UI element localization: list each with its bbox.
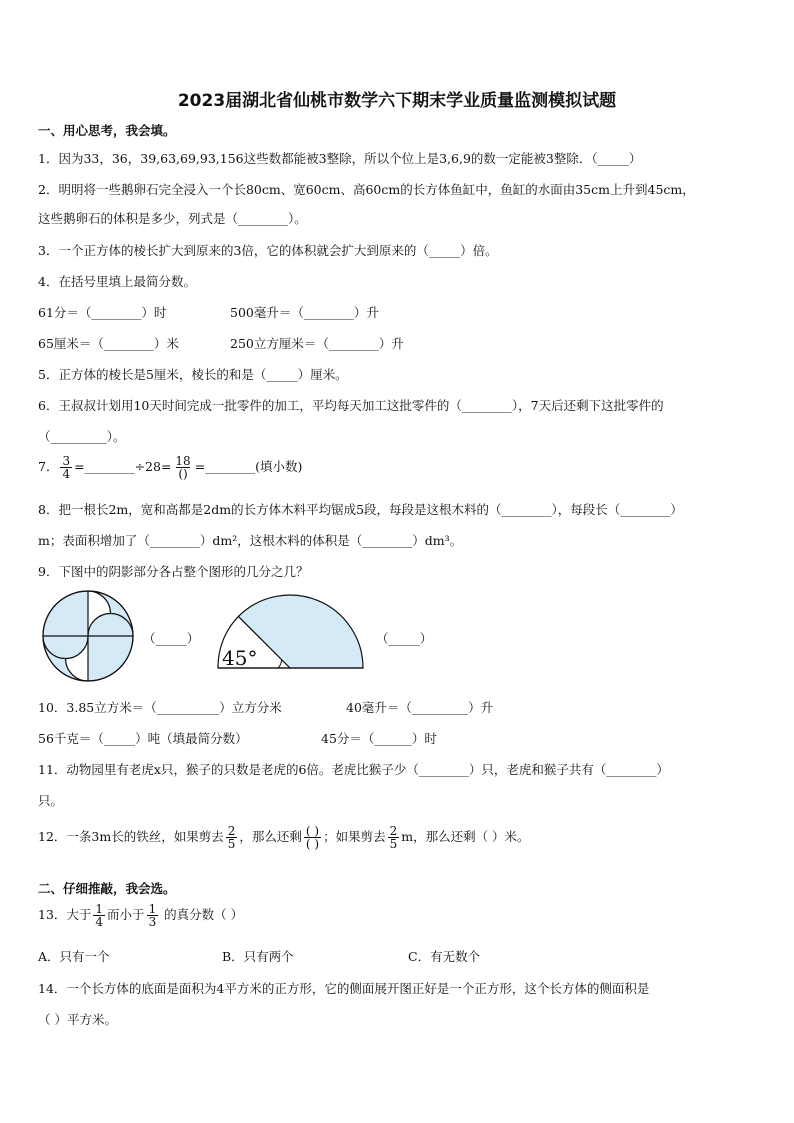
question-7-middle: =________÷28= [74,459,172,474]
question-6-line-1: 6．王叔叔计划用10天时间完成一批零件的加工，平均每天加工这批零件的（________），7天后还剩下这批零件的 [38,398,664,413]
fraction-denominator: 4 [95,915,104,929]
question-7-fraction-1 [60,455,72,480]
question-12-part-1: 12．一条3m长的铁丝，如果剪去 [38,829,224,844]
fraction-numerator: 18 [175,454,191,468]
question-13-option-c: C．有无数个 [408,949,481,964]
fraction-denominator: 5 [389,837,398,851]
question-10-item-3: 56千克＝（_____）吨（填最简分数） [38,731,248,746]
question-6-line-2: （_________）。 [38,429,126,444]
angle-label: 45° [222,646,258,670]
shaded-semicircle-figure [212,588,370,674]
question-8-line-1: 8．把一根长2m，宽和高都是2dm的长方体木料平均锯成5段，每段是这根木料的（________），每段长（________） [38,502,683,517]
question-10-item-2: 40毫升＝（_________）升 [346,700,494,715]
question-12-fraction-3 [388,825,400,850]
question-13-fraction-1 [93,903,105,928]
fraction-denominator: ( ) [305,837,320,851]
question-11-line-1: 11．动物园里有老虎x只，猴子的只数是老虎的6倍。老虎比猴子少（________）只，老虎和猴子共有（________） [38,762,669,777]
question-11-line-2: 只。 [38,793,64,808]
question-12-fraction-2 [304,825,321,850]
question-13-option-a: A．只有一个 [38,949,110,964]
question-13-option-b: B．只有两个 [222,949,294,964]
fraction-numerator: ( ) [305,824,320,838]
question-4-item-1: 61分＝（________）时 [38,305,167,320]
fraction-denominator: 3 [148,915,157,929]
fraction-numerator: 3 [62,454,71,468]
question-13-part-1: 13．大于 [38,907,92,922]
question-10-item-4: 45分＝（______）时 [321,731,437,746]
section-1-heading: 一、用心思考，我会填。 [38,123,176,138]
question-13-fraction-2 [147,903,159,928]
question-4-item-4: 250立方厘米＝（________）升 [230,336,404,351]
fraction-denominator: () [178,467,188,481]
question-4-item-2: 500毫升＝（________）升 [230,305,379,320]
question-13-part-3: 的真分数（ ） [160,907,244,922]
question-7-tail: =________(填小数) [194,459,303,474]
question-13-part-2: 而小于 [107,907,145,922]
fraction-denominator: 5 [227,837,236,851]
question-12 [38,825,530,850]
section-2-heading: 二、仔细推敲，我会选。 [38,881,176,896]
page-title: 2023届湖北省仙桃市数学六下期末学业质量监测模拟试题 [177,91,617,111]
question-13 [38,903,243,928]
fraction-numerator: 1 [148,902,157,916]
question-9-blank-2: （_____） [376,631,433,646]
question-14-line-1: 14．一个长方体的底面是面积为4平方米的正方形，它的侧面展开图正好是一个正方形，这个长方体的侧面积是 [38,981,650,996]
question-14-line-2: （ ）平方米。 [38,1012,117,1027]
question-3: 3．一个正方体的棱长扩大到原来的3倍，它的体积就会扩大到原来的（_____）倍。 [38,243,498,258]
question-8-line-2: m；表面积增加了（________）dm²，这根木料的体积是（________）dm³。 [38,533,463,548]
question-12-fraction-1 [226,825,238,850]
question-9: 9．下图中的阴影部分各占整个图形的几分之几？ [38,564,309,579]
question-2-line-1: 2．明明将一些鹅卵石完全浸入一个长80cm、宽60cm、高60cm的长方体鱼缸中，鱼缸的水面由35cm上升到45cm， [38,182,695,197]
fraction-numerator: 2 [389,824,398,838]
question-5: 5．正方体的棱长是5厘米，棱长的和是（_____）厘米。 [38,367,348,382]
question-2-line-2: 这些鹅卵石的体积是多少，列式是（________）。 [38,211,307,226]
question-12-part-4: m，那么还剩（ ）米。 [401,829,530,844]
question-1: 1．因为33，36，39,63,69,93,156这些数都能被3整除，所以个位上是3,6,9的数一定能被3整除．（_____） [38,151,642,166]
shaded-circle-figure [38,588,138,684]
question-12-part-2: ，那么还剩 [239,829,302,844]
question-7 [38,455,302,480]
fraction-denominator: 4 [62,467,71,481]
fraction-numerator: 1 [95,902,104,916]
question-7-fraction-2 [173,455,192,480]
question-4: 4．在括号里填上最简分数。 [38,274,196,289]
fraction-numerator: 2 [227,824,236,838]
question-4-item-3: 65厘米＝（________）米 [38,336,179,351]
question-9-blank-1: （_____） [143,631,200,646]
question-12-part-3: ；如果剪去 [323,829,386,844]
question-7-label: 7． [38,459,59,474]
question-10-item-1: 10．3.85立方米＝（__________）立方分米 [38,700,282,715]
